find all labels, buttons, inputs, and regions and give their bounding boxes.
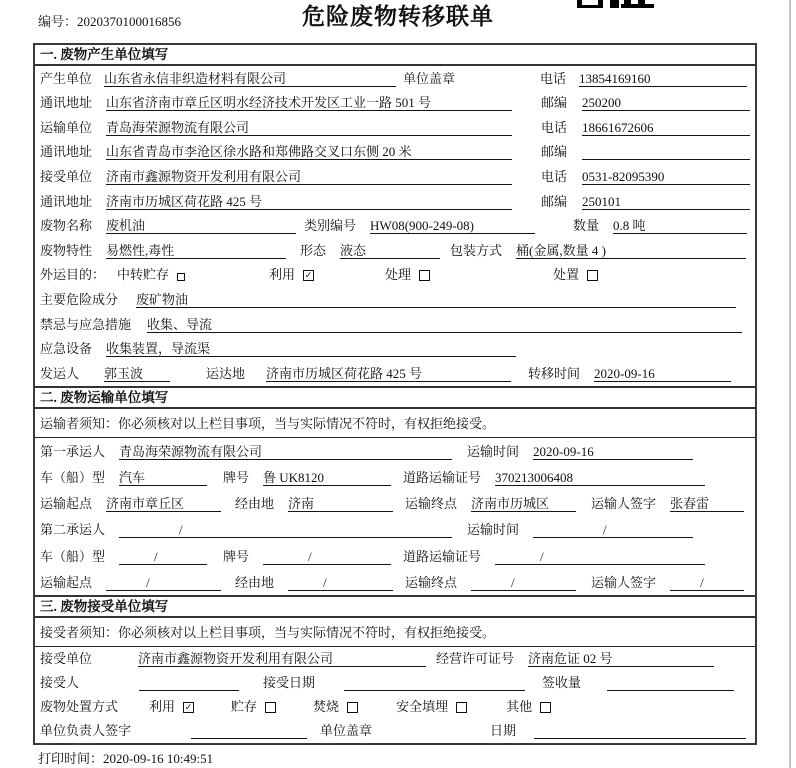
value-receiver-unit: 济南市鑫源物资开发利用有限公司: [106, 169, 512, 185]
label-receiver-postcode: 邮编: [541, 193, 568, 209]
label-category-code: 类别编号: [304, 218, 357, 234]
cb-other-label: 其他: [506, 698, 533, 714]
label-receiver-phone: 电话: [541, 168, 568, 184]
cb-landfill-label: 安全填埋: [396, 698, 449, 714]
cb-treat-label: 处理: [385, 267, 412, 283]
form-number-label: 编号：: [38, 14, 78, 29]
label-origin-1: 运输起点: [40, 496, 93, 512]
label-waste-trait: 废物特性: [40, 242, 93, 258]
label-producer-postcode: 邮编: [541, 95, 568, 111]
label-carrier-sign-1: 运输人签字: [591, 496, 657, 512]
qr-code-icon: [577, 0, 655, 8]
value-transport-postcode: [582, 144, 750, 160]
cb-utilize-2-checked-icon: ✓: [184, 701, 193, 712]
value-license-no: 济南危证 02 号: [528, 651, 714, 667]
value-transport-address: 山东省青岛市李沧区徐水路和郑佛路交叉口东侧 20 米: [106, 144, 512, 160]
value-vehicle-type-2: /: [119, 549, 207, 565]
cb-utilize-2-label: 利用: [149, 698, 176, 714]
value-producer-address: 山东省济南市章丘区明水经济技术开发区工业一路 501 号: [106, 95, 512, 111]
value-consignor: 郭玉波: [104, 366, 170, 382]
label-acceptor: 接受人: [40, 674, 80, 690]
label-outbound-purpose: 外运目的：: [40, 267, 106, 283]
value-plate-2: /: [263, 549, 391, 565]
label-packaging: 包装方式: [450, 242, 503, 258]
label-transport-unit: 运输单位: [40, 119, 93, 135]
label-transport-address: 通讯地址: [40, 144, 93, 160]
label-date: 日期: [490, 722, 517, 738]
form-row: [35, 238, 755, 263]
value-category-code: HW08(900-249-08): [370, 218, 535, 234]
label-via-2: 经由地: [235, 574, 275, 590]
value-origin-1: 济南市章丘区: [106, 496, 221, 512]
label-carrier-sign-2: 运输人签字: [591, 574, 657, 590]
value-transport-unit: 青岛海荣源物流有限公司: [106, 120, 512, 136]
label-unit-seal-1: 单位盖章: [403, 70, 456, 86]
label-contraindication: 禁忌与应急措施: [40, 316, 132, 332]
label-road-permit-2: 道路运输证号: [403, 548, 482, 564]
label-second-carrier: 第二承运人: [40, 522, 106, 538]
label-producer-phone: 电话: [540, 70, 567, 86]
value-form: 液态: [340, 243, 440, 259]
label-plate-1: 牌号: [223, 470, 250, 486]
label-destination: 运达地: [206, 365, 246, 381]
form-row: [35, 66, 755, 91]
value-receipt-quantity: [607, 675, 734, 691]
label-form: 形态: [300, 242, 327, 258]
cb-utilize-1-checked-icon: ✓: [304, 270, 313, 281]
value-destination: 济南市历城区荷花路 425 号: [266, 366, 511, 382]
print-time-value: 2020-09-16 10:49:51: [103, 751, 214, 766]
cb-landfill: [396, 699, 467, 715]
value-vehicle-type-1: 汽车: [119, 470, 207, 486]
print-time: [38, 748, 213, 767]
label-first-carrier: 第一承运人: [40, 443, 106, 459]
value-receiver-postcode: 250101: [582, 194, 750, 210]
form-row: [35, 438, 755, 464]
form-row: [35, 542, 755, 568]
label-receiver-unit: 接受单位: [40, 168, 93, 184]
value-via-2: /: [288, 575, 393, 591]
qr-block: [638, 0, 645, 4]
value-contraindication: 收集、导流: [147, 317, 742, 333]
label-origin-2: 运输起点: [40, 574, 93, 590]
value-accept-unit: 济南市鑫源物资开发利用有限公司: [138, 651, 426, 667]
label-via-1: 经由地: [235, 496, 275, 512]
form-row: [35, 140, 755, 165]
form-row: [35, 287, 755, 312]
label-producer-address: 通讯地址: [40, 95, 93, 111]
value-waste-name: 废机油: [106, 218, 296, 234]
label-quantity: 数量: [573, 218, 600, 234]
value-plate-1: 鲁 UK8120: [263, 470, 391, 486]
section-3-notice: 接受者须知：你必须核对以上栏目事项，当与实际情况不符时，有权拒绝接受。: [35, 618, 755, 647]
label-transport-postcode: 邮编: [541, 144, 568, 160]
value-road-permit-2: /: [495, 549, 705, 565]
label-terminus-1: 运输终点: [405, 496, 458, 512]
value-carrier-sign-1: 张春雷: [670, 496, 744, 512]
label-responsible-sign: 单位负责人签字: [40, 722, 132, 738]
value-transfer-date: 2020-09-16: [594, 366, 731, 382]
value-accept-date: [344, 675, 525, 691]
value-packaging: 桶(金属,数量 4 ): [516, 243, 746, 259]
form-row: [35, 115, 755, 140]
value-receiver-address: 济南市历城区荷花路 425 号: [106, 194, 512, 210]
value-origin-2: /: [106, 575, 221, 591]
cb-transfer-storage-unchecked-icon: [177, 273, 185, 281]
label-unit-seal-2: 单位盖章: [320, 722, 373, 738]
form-row: [35, 516, 755, 542]
cb-store: [231, 699, 276, 715]
label-terminus-2: 运输终点: [405, 574, 458, 590]
cb-store-label: 贮存: [231, 698, 258, 714]
form-row: [35, 189, 755, 214]
value-transport-date-2: /: [533, 522, 693, 538]
value-main-hazard: 废矿物油: [136, 292, 736, 308]
qr-block: [621, 4, 654, 8]
label-waste-name: 废物名称: [40, 218, 93, 234]
label-receiver-address: 通讯地址: [40, 193, 93, 209]
cb-other: [506, 699, 551, 715]
label-accept-date: 接受日期: [263, 674, 316, 690]
qr-block: [624, 0, 631, 4]
label-receipt-quantity: 签收量: [542, 674, 582, 690]
qr-block: [577, 5, 603, 8]
label-transfer-date: 转移时间: [528, 365, 581, 381]
form-row: [35, 214, 755, 239]
label-accept-unit: 接受单位: [40, 650, 93, 666]
label-vehicle-type-2: 车（船）型: [40, 548, 106, 564]
cb-incinerate-label: 焚烧: [313, 698, 340, 714]
label-transport-date-2: 运输时间: [467, 522, 520, 538]
section-2: [35, 386, 755, 595]
form-row: [35, 671, 755, 695]
qr-block: [610, 0, 619, 8]
form-row: [35, 719, 755, 743]
label-road-permit-1: 道路运输证号: [403, 470, 482, 486]
section-2-header: 二. 废物运输单位填写: [35, 386, 755, 409]
label-transport-phone: 电话: [541, 119, 568, 135]
label-consignor: 发运人: [40, 365, 80, 381]
cb-incinerate-unchecked-icon: [347, 702, 358, 713]
print-time-label: 打印时间：: [38, 751, 104, 766]
cb-transfer-storage: [117, 267, 185, 283]
label-license-no: 经营许可证号: [436, 650, 515, 666]
value-acceptor: [139, 675, 239, 691]
section-3-header: 三. 废物接受单位填写: [35, 595, 755, 618]
value-second-carrier: /: [119, 522, 452, 538]
cb-incinerate: [313, 699, 358, 715]
form-row: [35, 695, 755, 719]
value-responsible-sign: [191, 723, 307, 739]
section-1: [35, 45, 755, 386]
value-via-1: 济南: [288, 496, 393, 512]
cb-treat-unchecked-icon: [419, 270, 430, 281]
form-row: [35, 464, 755, 490]
manifest-table: [33, 43, 757, 745]
page-title: 危险废物转移联单: [302, 4, 494, 29]
value-transport-date-1: 2020-09-16: [533, 444, 693, 460]
value-first-carrier: 青岛海荣源物流有限公司: [119, 444, 452, 460]
form-row: [35, 337, 755, 362]
value-emergency-equipment: 收集装置，导流渠: [106, 341, 516, 357]
value-quantity: 0.8 吨: [613, 218, 747, 234]
label-vehicle-type-1: 车（船）型: [40, 470, 106, 486]
form-row: [35, 263, 755, 288]
value-producer-unit: 山东省永信非织造材料有限公司: [104, 71, 396, 87]
form-row: [35, 490, 755, 516]
label-plate-2: 牌号: [223, 548, 250, 564]
cb-dispose-label: 处置: [553, 267, 580, 283]
cb-transfer-storage-label: 中转贮存: [117, 267, 170, 283]
value-terminus-1: 济南市历城区: [471, 496, 576, 512]
label-disposal-method: 废物处置方式: [40, 698, 119, 714]
value-date: [534, 723, 746, 739]
cb-treat: [385, 267, 430, 283]
value-producer-phone: 13854169160: [579, 71, 747, 87]
cb-dispose-unchecked-icon: [587, 270, 598, 281]
section-3: [35, 595, 755, 743]
value-terminus-2: /: [471, 575, 576, 591]
value-carrier-sign-2: /: [670, 575, 744, 591]
cb-dispose: [553, 267, 598, 283]
label-producer-unit: 产生单位: [40, 70, 93, 86]
value-transport-phone: 18661672606: [582, 120, 750, 136]
value-waste-trait: 易燃性,毒性: [106, 243, 286, 259]
label-main-hazard: 主要危险成分: [40, 291, 119, 307]
label-transport-date-1: 运输时间: [467, 443, 520, 459]
section-1-header: 一. 废物产生单位填写: [35, 45, 755, 66]
form-row: [35, 647, 755, 671]
form-row: [35, 361, 755, 386]
form-row: [35, 164, 755, 189]
form-number-value: 2020370100016856: [77, 14, 182, 29]
form-row: [35, 569, 755, 595]
value-road-permit-1: 370213006408: [495, 470, 705, 486]
scan-edge-artifact: [789, 0, 791, 768]
form-row: [35, 91, 755, 116]
form-row: [35, 312, 755, 337]
cb-store-unchecked-icon: [265, 702, 276, 713]
cb-landfill-unchecked-icon: [456, 702, 467, 713]
section-2-notice: 运输者须知：你必须核对以上栏目事项，当与实际情况不符时，有权拒绝接受。: [35, 409, 755, 438]
label-emergency-equipment: 应急设备: [40, 341, 93, 357]
value-producer-postcode: 250200: [582, 95, 750, 111]
cb-utilize-2: [149, 699, 194, 715]
value-receiver-phone: 0531-82095390: [582, 169, 750, 185]
cb-utilize-1: [269, 267, 314, 283]
cb-other-unchecked-icon: [540, 702, 551, 713]
cb-utilize-1-label: 利用: [269, 267, 296, 283]
